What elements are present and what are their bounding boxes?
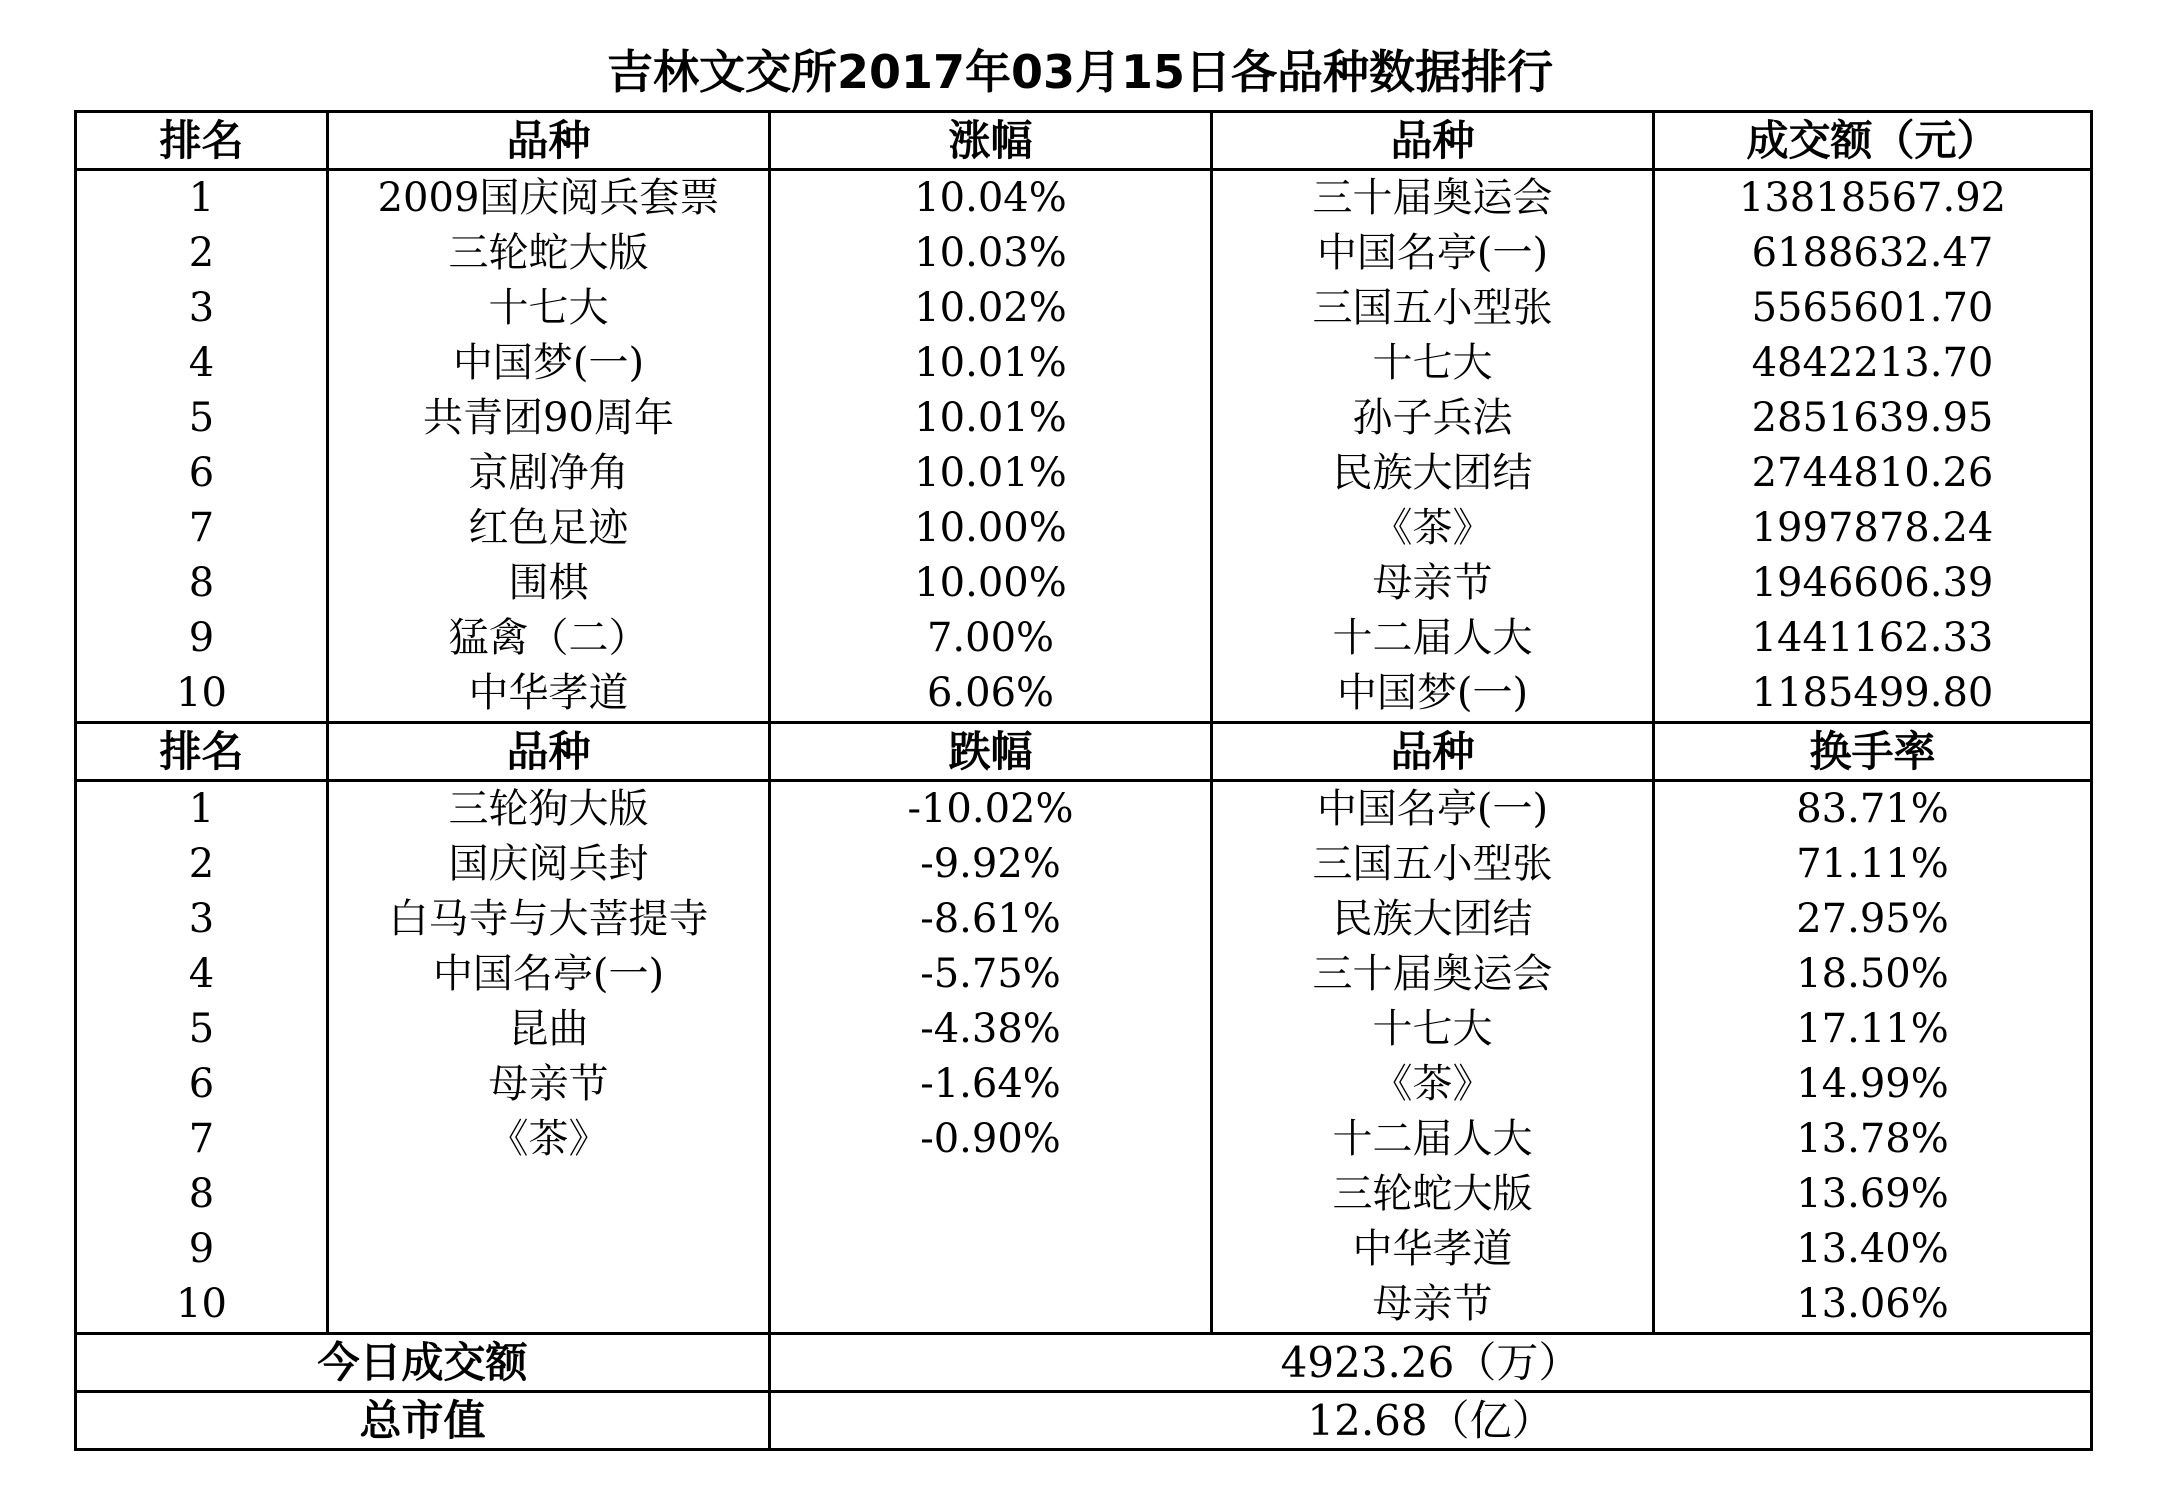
gainers-table-row — [76, 226, 2092, 281]
gainers-cell-value: 1997878.24 — [1654, 501, 2092, 556]
gainers-header-item2: 品种 — [1212, 112, 1654, 170]
gainers-cell-item: 红色足迹 — [328, 501, 770, 556]
gainers-table-row — [76, 556, 2092, 611]
gainers-cell-value: 2851639.95 — [1654, 391, 2092, 446]
losers-cell-rank: 10 — [76, 1277, 328, 1334]
gainers-table-row — [76, 611, 2092, 666]
gainers-cell-rank: 1 — [76, 170, 328, 227]
gainers-table-row — [76, 170, 2092, 227]
losers-cell-value: 13.06% — [1654, 1277, 2092, 1334]
gainers-cell-change: 10.04% — [770, 170, 1212, 227]
gainers-cell-value: 2744810.26 — [1654, 446, 2092, 501]
losers-cell-item: 白马寺与大菩提寺 — [328, 892, 770, 947]
losers-table-row — [76, 837, 2092, 892]
losers-cell-change: -0.90% — [770, 1112, 1212, 1167]
losers-cell-item2: 母亲节 — [1212, 1277, 1654, 1334]
losers-table-row — [76, 1222, 2092, 1277]
gainers-cell-item: 三轮蛇大版 — [328, 226, 770, 281]
gainers-cell-item: 京剧净角 — [328, 446, 770, 501]
losers-cell-value: 13.78% — [1654, 1112, 2092, 1167]
daily-turnover-value: 4923.26（万） — [770, 1334, 2092, 1392]
losers-cell-value: 14.99% — [1654, 1057, 2092, 1112]
losers-cell-item2: 中华孝道 — [1212, 1222, 1654, 1277]
total-market-cap-label: 总市值 — [76, 1392, 770, 1450]
gainers-cell-rank: 6 — [76, 446, 328, 501]
losers-cell-rank: 6 — [76, 1057, 328, 1112]
gainers-cell-value: 6188632.47 — [1654, 226, 2092, 281]
gainers-cell-value: 1441162.33 — [1654, 611, 2092, 666]
losers-cell-change — [770, 1167, 1212, 1222]
gainers-cell-rank: 7 — [76, 501, 328, 556]
gainers-cell-change: 7.00% — [770, 611, 1212, 666]
gainers-cell-change: 6.06% — [770, 666, 1212, 723]
losers-table-row — [76, 947, 2092, 1002]
gainers-header-row — [76, 112, 2092, 170]
gainers-header-rank: 排名 — [76, 112, 328, 170]
gainers-cell-value: 1946606.39 — [1654, 556, 2092, 611]
losers-table-row — [76, 892, 2092, 947]
gainers-table-row — [76, 501, 2092, 556]
gainers-cell-item2: 孙子兵法 — [1212, 391, 1654, 446]
losers-table-row — [76, 1002, 2092, 1057]
losers-cell-rank: 4 — [76, 947, 328, 1002]
losers-cell-value: 83.71% — [1654, 781, 2092, 838]
gainers-cell-item: 中华孝道 — [328, 666, 770, 723]
losers-cell-change: -10.02% — [770, 781, 1212, 838]
losers-cell-rank: 3 — [76, 892, 328, 947]
losers-cell-change: -9.92% — [770, 837, 1212, 892]
losers-cell-item: 中国名亭(一) — [328, 947, 770, 1002]
gainers-header-value: 成交额（元） — [1654, 112, 2092, 170]
losers-cell-rank: 2 — [76, 837, 328, 892]
losers-cell-item — [328, 1222, 770, 1277]
losers-cell-item — [328, 1167, 770, 1222]
gainers-cell-item: 中国梦(一) — [328, 336, 770, 391]
losers-cell-change: -8.61% — [770, 892, 1212, 947]
gainers-cell-item2: 三十届奥运会 — [1212, 170, 1654, 227]
losers-header-item: 品种 — [328, 723, 770, 781]
losers-cell-rank: 9 — [76, 1222, 328, 1277]
ranking-table — [74, 110, 2093, 1451]
gainers-cell-value: 1185499.80 — [1654, 666, 2092, 723]
losers-cell-rank: 5 — [76, 1002, 328, 1057]
gainers-cell-item2: 三国五小型张 — [1212, 281, 1654, 336]
losers-cell-item2: 三十届奥运会 — [1212, 947, 1654, 1002]
gainers-cell-rank: 2 — [76, 226, 328, 281]
gainers-cell-item2: 十七大 — [1212, 336, 1654, 391]
gainers-cell-item2: 母亲节 — [1212, 556, 1654, 611]
losers-cell-item: 昆曲 — [328, 1002, 770, 1057]
losers-cell-change: -1.64% — [770, 1057, 1212, 1112]
gainers-table-row — [76, 336, 2092, 391]
gainers-cell-change: 10.00% — [770, 556, 1212, 611]
losers-cell-item2: 《茶》 — [1212, 1057, 1654, 1112]
losers-cell-value: 17.11% — [1654, 1002, 2092, 1057]
losers-cell-value: 27.95% — [1654, 892, 2092, 947]
gainers-cell-item2: 《茶》 — [1212, 501, 1654, 556]
losers-cell-change: -4.38% — [770, 1002, 1212, 1057]
gainers-cell-rank: 3 — [76, 281, 328, 336]
gainers-cell-change: 10.02% — [770, 281, 1212, 336]
gainers-cell-value: 4842213.70 — [1654, 336, 2092, 391]
losers-table-row — [76, 1277, 2092, 1334]
gainers-cell-item: 围棋 — [328, 556, 770, 611]
gainers-cell-rank: 4 — [76, 336, 328, 391]
losers-table-row — [76, 781, 2092, 838]
losers-header-row — [76, 723, 2092, 781]
losers-table-row — [76, 1057, 2092, 1112]
daily-turnover-row — [76, 1334, 2092, 1392]
gainers-cell-rank: 10 — [76, 666, 328, 723]
losers-header-value: 换手率 — [1654, 723, 2092, 781]
losers-cell-change: -5.75% — [770, 947, 1212, 1002]
gainers-table-row — [76, 666, 2092, 723]
gainers-cell-value: 5565601.70 — [1654, 281, 2092, 336]
gainers-table-row — [76, 391, 2092, 446]
losers-cell-item2: 民族大团结 — [1212, 892, 1654, 947]
gainers-cell-item: 共青团90周年 — [328, 391, 770, 446]
losers-cell-change — [770, 1277, 1212, 1334]
gainers-cell-value: 13818567.92 — [1654, 170, 2092, 227]
gainers-cell-item2: 中国名亭(一) — [1212, 226, 1654, 281]
gainers-header-change: 涨幅 — [770, 112, 1212, 170]
losers-cell-item2: 十七大 — [1212, 1002, 1654, 1057]
gainers-cell-rank: 8 — [76, 556, 328, 611]
losers-cell-rank: 1 — [76, 781, 328, 838]
losers-table-row — [76, 1112, 2092, 1167]
page-title: 吉林文交所2017年03月15日各品种数据排行 — [606, 45, 1554, 99]
losers-cell-rank: 7 — [76, 1112, 328, 1167]
gainers-cell-item2: 十二届人大 — [1212, 611, 1654, 666]
losers-cell-item: 三轮狗大版 — [328, 781, 770, 838]
losers-cell-change — [770, 1222, 1212, 1277]
losers-cell-item2: 中国名亭(一) — [1212, 781, 1654, 838]
losers-cell-item2: 三国五小型张 — [1212, 837, 1654, 892]
losers-cell-rank: 8 — [76, 1167, 328, 1222]
gainers-cell-item: 十七大 — [328, 281, 770, 336]
gainers-cell-item2: 民族大团结 — [1212, 446, 1654, 501]
losers-cell-item: 《茶》 — [328, 1112, 770, 1167]
losers-header-item2: 品种 — [1212, 723, 1654, 781]
gainers-cell-change: 10.01% — [770, 391, 1212, 446]
losers-cell-value: 13.40% — [1654, 1222, 2092, 1277]
gainers-cell-item: 2009国庆阅兵套票 — [328, 170, 770, 227]
gainers-cell-item2: 中国梦(一) — [1212, 666, 1654, 723]
gainers-cell-change: 10.01% — [770, 336, 1212, 391]
gainers-table-row — [76, 446, 2092, 501]
losers-cell-item2: 三轮蛇大版 — [1212, 1167, 1654, 1222]
losers-cell-value: 18.50% — [1654, 947, 2092, 1002]
total-market-cap-row — [76, 1392, 2092, 1450]
gainers-header-item: 品种 — [328, 112, 770, 170]
daily-turnover-label: 今日成交额 — [76, 1334, 770, 1392]
gainers-cell-item: 猛禽（二） — [328, 611, 770, 666]
gainers-cell-rank: 5 — [76, 391, 328, 446]
gainers-cell-rank: 9 — [76, 611, 328, 666]
total-market-cap-value: 12.68（亿） — [770, 1392, 2092, 1450]
losers-table-row — [76, 1167, 2092, 1222]
losers-cell-item: 母亲节 — [328, 1057, 770, 1112]
gainers-cell-change: 10.00% — [770, 501, 1212, 556]
losers-header-change: 跌幅 — [770, 723, 1212, 781]
gainers-cell-change: 10.01% — [770, 446, 1212, 501]
losers-cell-item: 国庆阅兵封 — [328, 837, 770, 892]
ranking-table-body — [76, 112, 2092, 1450]
losers-cell-item2: 十二届人大 — [1212, 1112, 1654, 1167]
losers-cell-value: 71.11% — [1654, 837, 2092, 892]
losers-cell-item — [328, 1277, 770, 1334]
losers-header-rank: 排名 — [76, 723, 328, 781]
gainers-cell-change: 10.03% — [770, 226, 1212, 281]
gainers-table-row — [76, 281, 2092, 336]
losers-cell-value: 13.69% — [1654, 1167, 2092, 1222]
